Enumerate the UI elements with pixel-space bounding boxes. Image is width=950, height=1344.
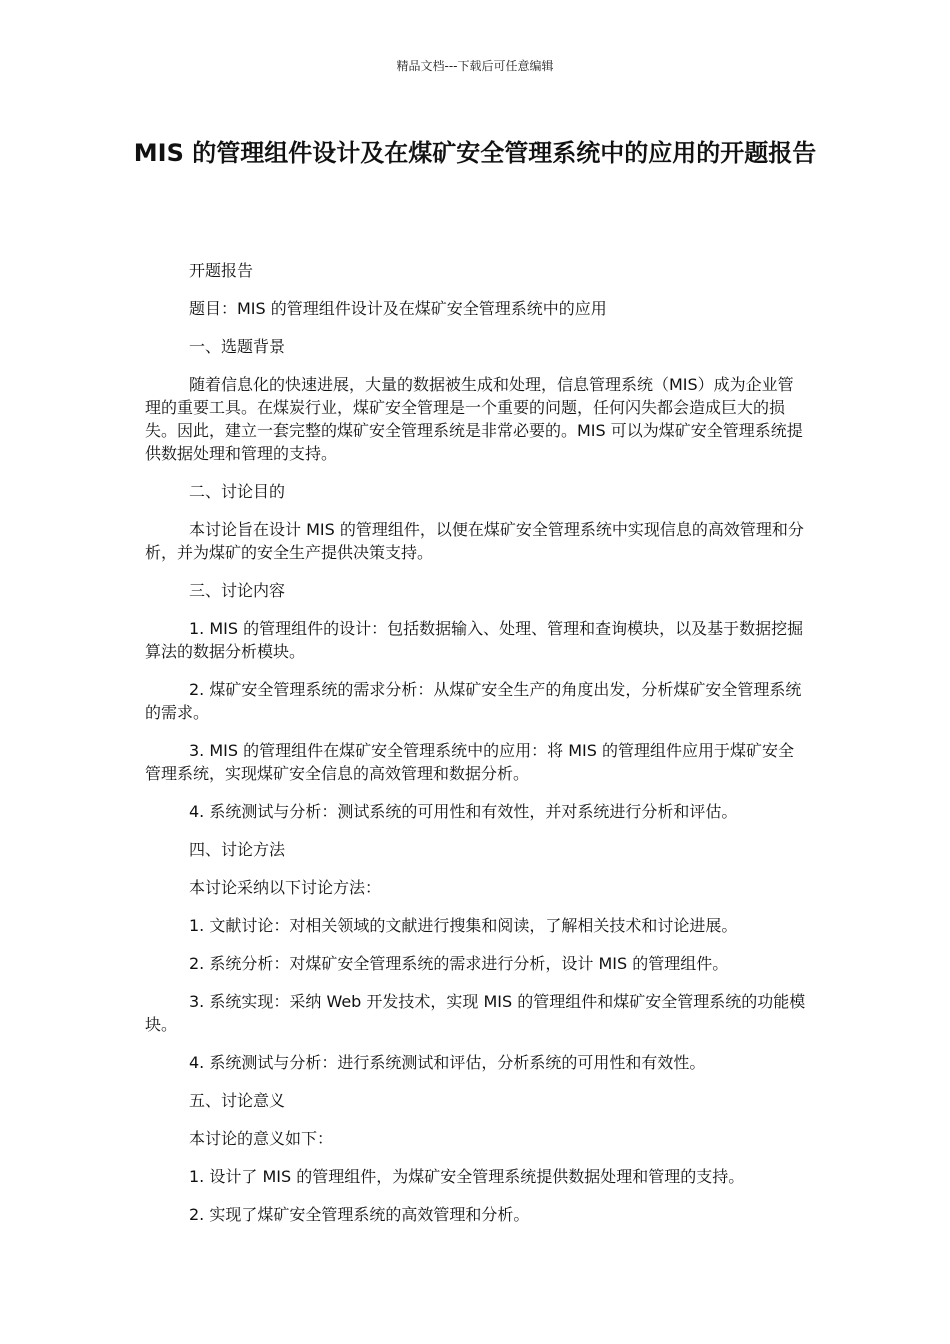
paragraph: 本讨论旨在设计 MIS 的管理组件，以便在煤矿安全管理系统中实现信息的高效管理和分析，并为煤矿的安全生产提供决策支持。 [145, 520, 804, 562]
list-item: 4. 系统测试与分析：测试系统的可用性和有效性，并对系统进行分析和评估。 [189, 802, 738, 821]
paragraph: 开题报告 [189, 261, 254, 280]
list-item: 1. 文献讨论：对相关领域的文献进行搜集和阅读，了解相关技术和讨论进展。 [189, 916, 738, 935]
page-header: 精品文档---下载后可任意编辑 [396, 59, 554, 73]
list-item: 3. 系统实现：采纳 Web 开发技术，实现 MIS 的管理组件和煤矿安全管理系统的功能模块。 [145, 992, 806, 1034]
section-heading: 一、选题背景 [189, 337, 286, 356]
list-item: 1. MIS 的管理组件的设计：包括数据输入、处理、管理和查询模块，以及基于数据挖掘算法的数据分析模块。 [145, 619, 804, 661]
paragraph: 本讨论采纳以下讨论方法： [189, 878, 382, 897]
list-item: 3. MIS 的管理组件在煤矿安全管理系统中的应用：将 MIS 的管理组件应用于煤矿安全管理系统，实现煤矿安全信息的高效管理和数据分析。 [145, 741, 794, 783]
section-heading: 二、讨论目的 [189, 482, 286, 501]
list-item: 2. 煤矿安全管理系统的需求分析：从煤矿安全生产的角度出发，分析煤矿安全管理系统的需求。 [145, 680, 802, 722]
paragraph: 题目：MIS 的管理组件设计及在煤矿安全管理系统中的应用 [189, 299, 607, 318]
list-item: 1. 设计了 MIS 的管理组件，为煤矿安全管理系统提供数据处理和管理的支持。 [189, 1167, 745, 1186]
paragraph: 随着信息化的快速进展，大量的数据被生成和处理，信息管理系统（MIS）成为企业管理的重要工具。在煤炭行业，煤矿安全管理是一个重要的问题，任何闪失都会造成巨大的损失。因此，建立一套完整的煤矿安全管理系统是非常必要的。MIS 可以为煤矿安全管理系统提供数据处理和管理的支持。 [145, 375, 803, 463]
section-heading: 四、讨论方法 [189, 840, 286, 859]
section-heading: 三、讨论内容 [189, 581, 286, 600]
document-title: MIS 的管理组件设计及在煤矿安全管理系统中的应用的开题报告 [133, 139, 817, 167]
list-item: 2. 实现了煤矿安全管理系统的高效管理和分析。 [189, 1205, 530, 1224]
paragraph: 本讨论的意义如下： [189, 1129, 334, 1148]
list-item: 2. 系统分析：对煤矿安全管理系统的需求进行分析，设计 MIS 的管理组件。 [189, 954, 729, 973]
document-body [145, 259, 807, 1241]
section-heading: 五、讨论意义 [189, 1091, 286, 1110]
list-item: 4. 系统测试与分析：进行系统测试和评估，分析系统的可用性和有效性。 [189, 1053, 706, 1072]
